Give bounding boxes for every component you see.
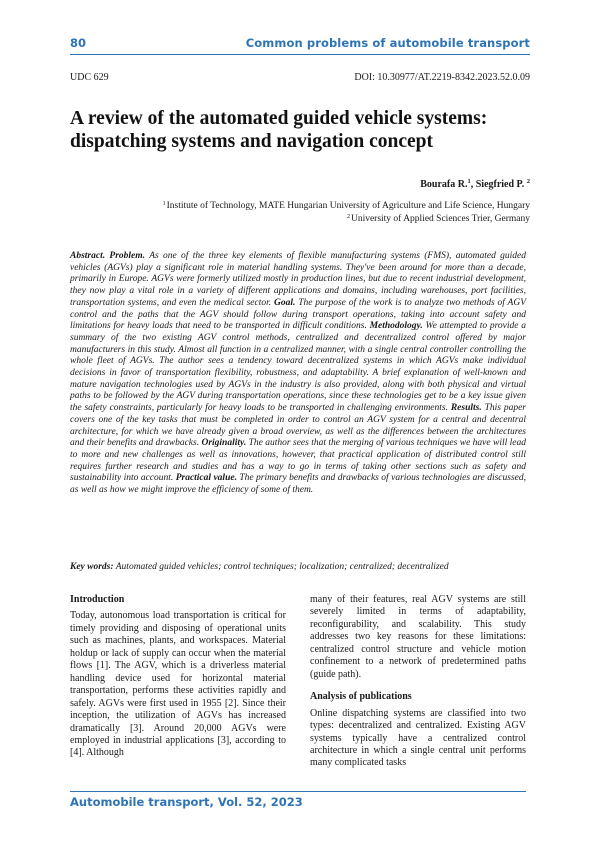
footer-rule [70, 791, 526, 792]
goal-label: Goal. [273, 297, 296, 308]
results-label: Results. [450, 403, 482, 414]
affiliation-1-mark: 1 [162, 201, 166, 207]
running-title: Common problems of automobile transport [245, 36, 530, 50]
analysis-heading: Analysis of publications [310, 691, 412, 703]
abstract-originality: The author sees that the merging of various techniques we have will lead to more and new challenges as well as innovations, however, that practical application of distributed control still requires further research and studies and has a way to go in terms of taking other sections such as safety and sustainability into account. [70, 438, 526, 484]
author-2: Siegfried P. [475, 179, 525, 190]
affiliation-1 [163, 201, 530, 211]
abstract-problem: As one of the three key elements of flexible manufacturing systems (FMS), automated guided vehicles (AGVs) play a significant role in material handling systems. They've been around for more than a decade, primarily in Europe. AGVs were formerly utilized mostly in production lines, but due to recent industrial development, they now play a vital role in a variety of different applications and domains, including warehouses, port facilities, transportation systems, and even the medical sector. [70, 251, 526, 308]
article-title: A review of the automated guided vehicle systems: dispatching systems and navigation concept [70, 108, 488, 152]
practical-value-label: Practical value. [175, 473, 237, 484]
abstract-methodology: We attempted to provide a summary of the two existing AGV control methods, centralized and decentralized control offered by major manufacturers in this study. Almost all function in a centralized manner, with a single central controller controlling the whole fleet of AGVs. The author sees a tendency toward decentralized systems in which AGVs make individual decisions in favor of transportation flexibility, robustness, and adaptability. A brief explanation of well-known and mature navigation technologies used by AGVs in the industry is also provided, along with both physical and virtual paths to be followed by the AGV during transportation operations, since these technologies get to be a key issue given the safety constraints, particularly for heavy loads to be transported in challenging environments. [70, 321, 526, 414]
affiliation-2-mark: 2 [346, 214, 350, 220]
author-2-mark: 2 [526, 178, 530, 185]
affiliation-2 [347, 214, 530, 224]
abstract-results: This paper covers one of the key tasks that must be completed in order to control an AGV system for a central and decentral architecture, for which we have already given a broad overview, as well as the differences between the architectures and their benefits and drawbacks. [70, 403, 526, 449]
introduction-heading: Introduction [70, 594, 125, 605]
methodology-label: Methodology. [369, 321, 423, 332]
abstract-label: Abstract. Problem. [70, 251, 146, 261]
udc-code: UDC 629 [70, 72, 109, 83]
authors [420, 178, 530, 190]
affiliation-2-text: University of Applied Sciences Trier, Germany [350, 214, 530, 224]
journal-footer: Automobile transport, Vol. 52, 2023 [70, 795, 303, 809]
left-column [70, 594, 286, 760]
abstract-practical-value: The primary benefits and drawbacks of various technologies are discussed, as well as how we might improve the efficiency of some of them. [70, 473, 526, 496]
abstract-goal: The purpose of the work is to analyze two methods of AGV control and the paths that the AGV should follow during transport operations, taking into account safety and limitations for heavy loads that need to be transported in difficult conditions. [70, 297, 526, 332]
author-1-mark: 1 [467, 178, 471, 185]
page-number: 80 [70, 36, 87, 50]
introduction-continued-paragraph: many of their features, real AGV systems are still severely limited in terms of adaptability, reconfigurability, and scalability. This study addresses two key reasons for these limitations: centralized control structure and vehicle motion confinement to a network of predetermined paths (guide path). [310, 594, 526, 680]
introduction-paragraph: Today, autonomous load transportation is critical for timely providing and disposing of operational units such as machines, plants, and workspaces. Material holdup or lack of supply can occur when the material flows [1]. The AGV, which is a driverless material handling device used for horizontal material transportation, performs these activities rapidly and safely. AGVs were first used in 1955 [2]. Since their inception, the utilization of AGVs has increased dramatically [3]. Around 20,000 AGVs were employed in industrial applications [3], according to [4]. Although [70, 610, 286, 759]
abstract [70, 251, 526, 497]
author-separator: , [470, 179, 476, 190]
doi: DOI: 10.30977/AT.2219-8342.2023.52.0.09 [354, 72, 530, 83]
right-column [310, 594, 526, 770]
header-rule [70, 54, 530, 55]
analysis-paragraph: Online dispatching systems are classified into two types: decentralized and centralized. Existing AGV systems typically have a centralized control architecture in which a single central unit performs many complicated tasks [310, 707, 526, 769]
keywords-label: Key words: [70, 562, 114, 572]
affiliation-1-text: Institute of Technology, MATE Hungarian University of Agriculture and Life Science, Hungary [166, 201, 530, 211]
author-1: Bourafa R. [420, 179, 468, 190]
keywords-text: Automated guided vehicles; control techniques; localization; centralized; decentralized [113, 562, 449, 572]
keywords [70, 562, 526, 572]
originality-label: Originality. [201, 438, 247, 449]
